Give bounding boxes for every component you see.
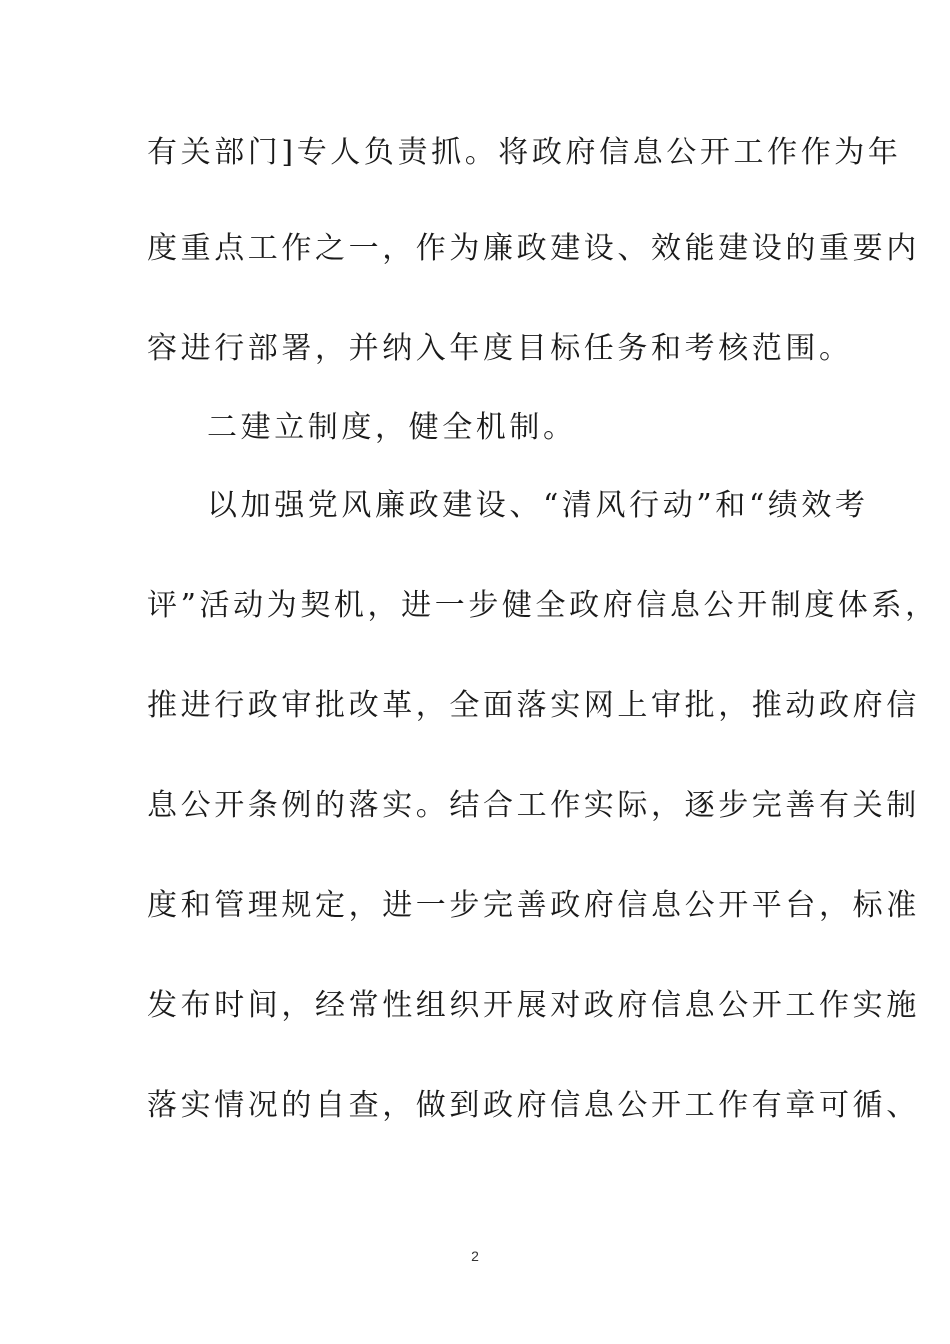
text-line-10: 发布时间，经常性组织开展对政府信息公开工作实施 <box>147 988 920 1023</box>
text-line-2: 度重点工作之一，作为廉政建设、效能建设的重要内 <box>147 231 920 266</box>
text-line-5: 以加强党风廉政建设、“清风行动”和“绩效考 <box>207 488 869 523</box>
text-line-3: 容进行部署，并纳入年度目标任务和考核范围。 <box>147 331 853 366</box>
text-line-9: 度和管理规定，进一步完善政府信息公开平台，标准 <box>147 888 920 923</box>
text-line-6: 评”活动为契机，进一步健全政府信息公开制度体系， <box>147 588 939 623</box>
page-number: 2 <box>471 1248 479 1264</box>
section-heading: 二建立制度，健全机制。 <box>207 410 577 445</box>
text-line-8: 息公开条例的落实。结合工作实际，逐步完善有关制 <box>147 788 920 823</box>
text-line-11: 落实情况的自查，做到政府信息公开工作有章可循、 <box>147 1088 920 1123</box>
text-line-1: 有关部门]专人负责抓。将政府信息公开工作作为年 <box>147 135 902 170</box>
text-line-7: 推进行政审批改革，全面落实网上审批，推动政府信 <box>147 688 920 723</box>
